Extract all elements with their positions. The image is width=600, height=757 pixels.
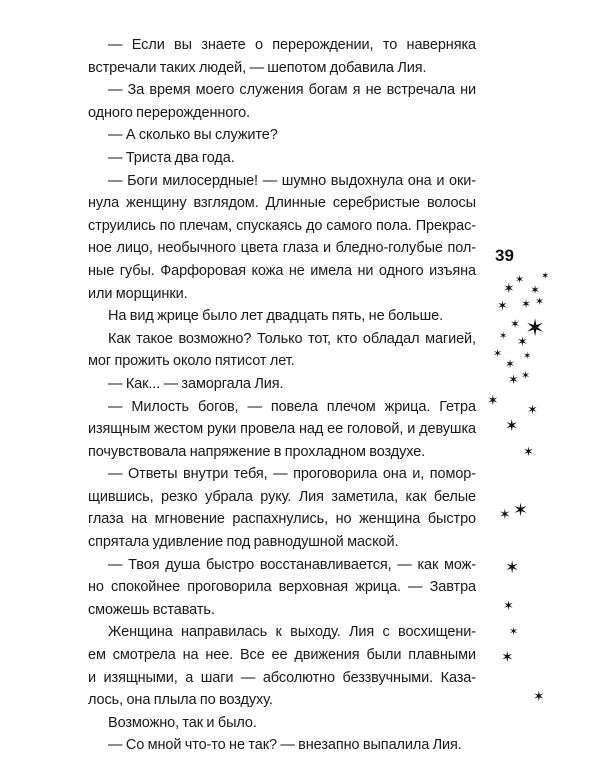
star-icon: ✶ [509,625,519,638]
paragraph [88,463,476,553]
star-icon: ✶ [530,283,541,297]
star-icon: ✶ [505,416,519,435]
book-text [88,34,476,757]
star-icon: ✶ [515,273,525,286]
text-line: спрятала удивление под равнодушной маской. [88,534,399,551]
star-icon: ✶ [535,295,545,308]
star-icon: ✶ [527,403,538,418]
paragraph [88,124,476,147]
paragraph [88,373,476,396]
text-line: ные губы. Фарфоровая кожа не имела ни одного изъяна [88,262,476,279]
paragraph [88,712,476,735]
text-line: почувствовала напряжение в прохладном воздухе. [88,443,426,460]
text-line: — Ответы внутри тебя, — проговорила она и, помор- [108,466,476,483]
star-icon: ✶ [521,369,531,382]
text-line: — За время моего служения богам я не встречала ни [108,82,476,99]
text-line: Возможно, так и было. [108,714,257,731]
star-icon: ✶ [505,558,520,578]
paragraph [88,734,476,757]
paragraph [88,328,476,373]
star-decoration [475,270,600,750]
star-icon: ✶ [501,648,514,666]
text-line: ем смотрела на нее. Все ее движения были плавными [88,647,476,664]
text-line: или морщинки. [88,285,188,302]
text-line: лось, она плыла по воздуху. [88,692,273,709]
text-line: Как такое возможно? Только тот, кто обладал магией, [108,330,476,347]
text-line: щившись, резко убрала руку. Лия заметила, как белые [88,488,476,505]
text-line: ное лицо, необычного цвета глаза и бледно-голубые пол- [88,240,476,257]
star-icon: ✶ [525,314,546,342]
text-line: На вид жрице было лет двадцать пять, не больше. [108,308,444,325]
text-line: — Триста два года. [108,149,235,166]
paragraph [88,305,476,328]
text-line: — Как... — заморгала Лия. [108,375,284,392]
star-icon: ✶ [533,689,545,705]
star-icon: ✶ [499,507,511,523]
paragraph [88,79,476,124]
text-line: Женщина направилась к выходу. Лия с восхищени- [108,624,476,641]
star-icon: ✶ [521,297,532,311]
text-line: струились по плечам, спускаясь до самого пола. Прекрас- [88,217,476,234]
text-line: одного перерожденного. [88,104,251,121]
paragraph [88,554,476,622]
text-line: — Если вы знаете о перерождении, то наверняка [108,37,476,53]
star-icon: ✶ [497,299,508,314]
star-icon: ✶ [487,393,499,409]
paragraph [88,34,476,79]
text-line: нула женщину взглядом. Длинные серебристые волосы [88,195,476,212]
text-line: но спокойнее проговорила верховная жрица. — Завтра [88,579,476,596]
star-icon: ✶ [503,281,515,297]
star-icon: ✶ [513,500,529,521]
text-line: глаза на мгновение распахнулись, но женщина быстро [88,511,476,528]
text-line: мог прожить около пятисот лет. [88,353,295,370]
text-line: встречали таких людей, — шепотом добавила Лия. [88,59,427,76]
star-icon: ✶ [523,351,532,362]
star-icon: ✶ [499,331,508,342]
star-icon: ✶ [503,599,514,614]
text-line: и изящными, а шаги — абсолютно беззвучными. Каза- [88,669,476,686]
page-number: 39 [495,246,514,265]
text-line: — Твоя душа быстро восстанавливается, — как мож- [108,556,476,573]
star-icon: ✶ [493,347,503,360]
text-line: — Милость богов, — повела плечом жрица. Гетра [108,398,476,415]
text-line: сможешь вставать. [88,601,215,618]
text-line: — Со мной что-то не так? — внезапно выпалила Лия. [108,737,462,754]
star-icon: ✶ [517,335,528,350]
star-icon: ✶ [541,271,550,282]
star-icon: ✶ [505,357,516,371]
text-line: — А сколько вы служите? [108,127,278,144]
star-icon: ✶ [523,445,534,460]
paragraph [88,147,476,170]
paragraph [88,396,476,464]
paragraph [88,621,476,711]
text-line: изящным жестом руки провела над ее головой, и девушка [88,421,476,438]
paragraph [88,170,476,306]
star-icon: ✶ [510,317,521,331]
text-line: — Боги милосердные! — шумно выдохнула она и оки- [108,172,476,189]
star-icon: ✶ [508,373,519,388]
